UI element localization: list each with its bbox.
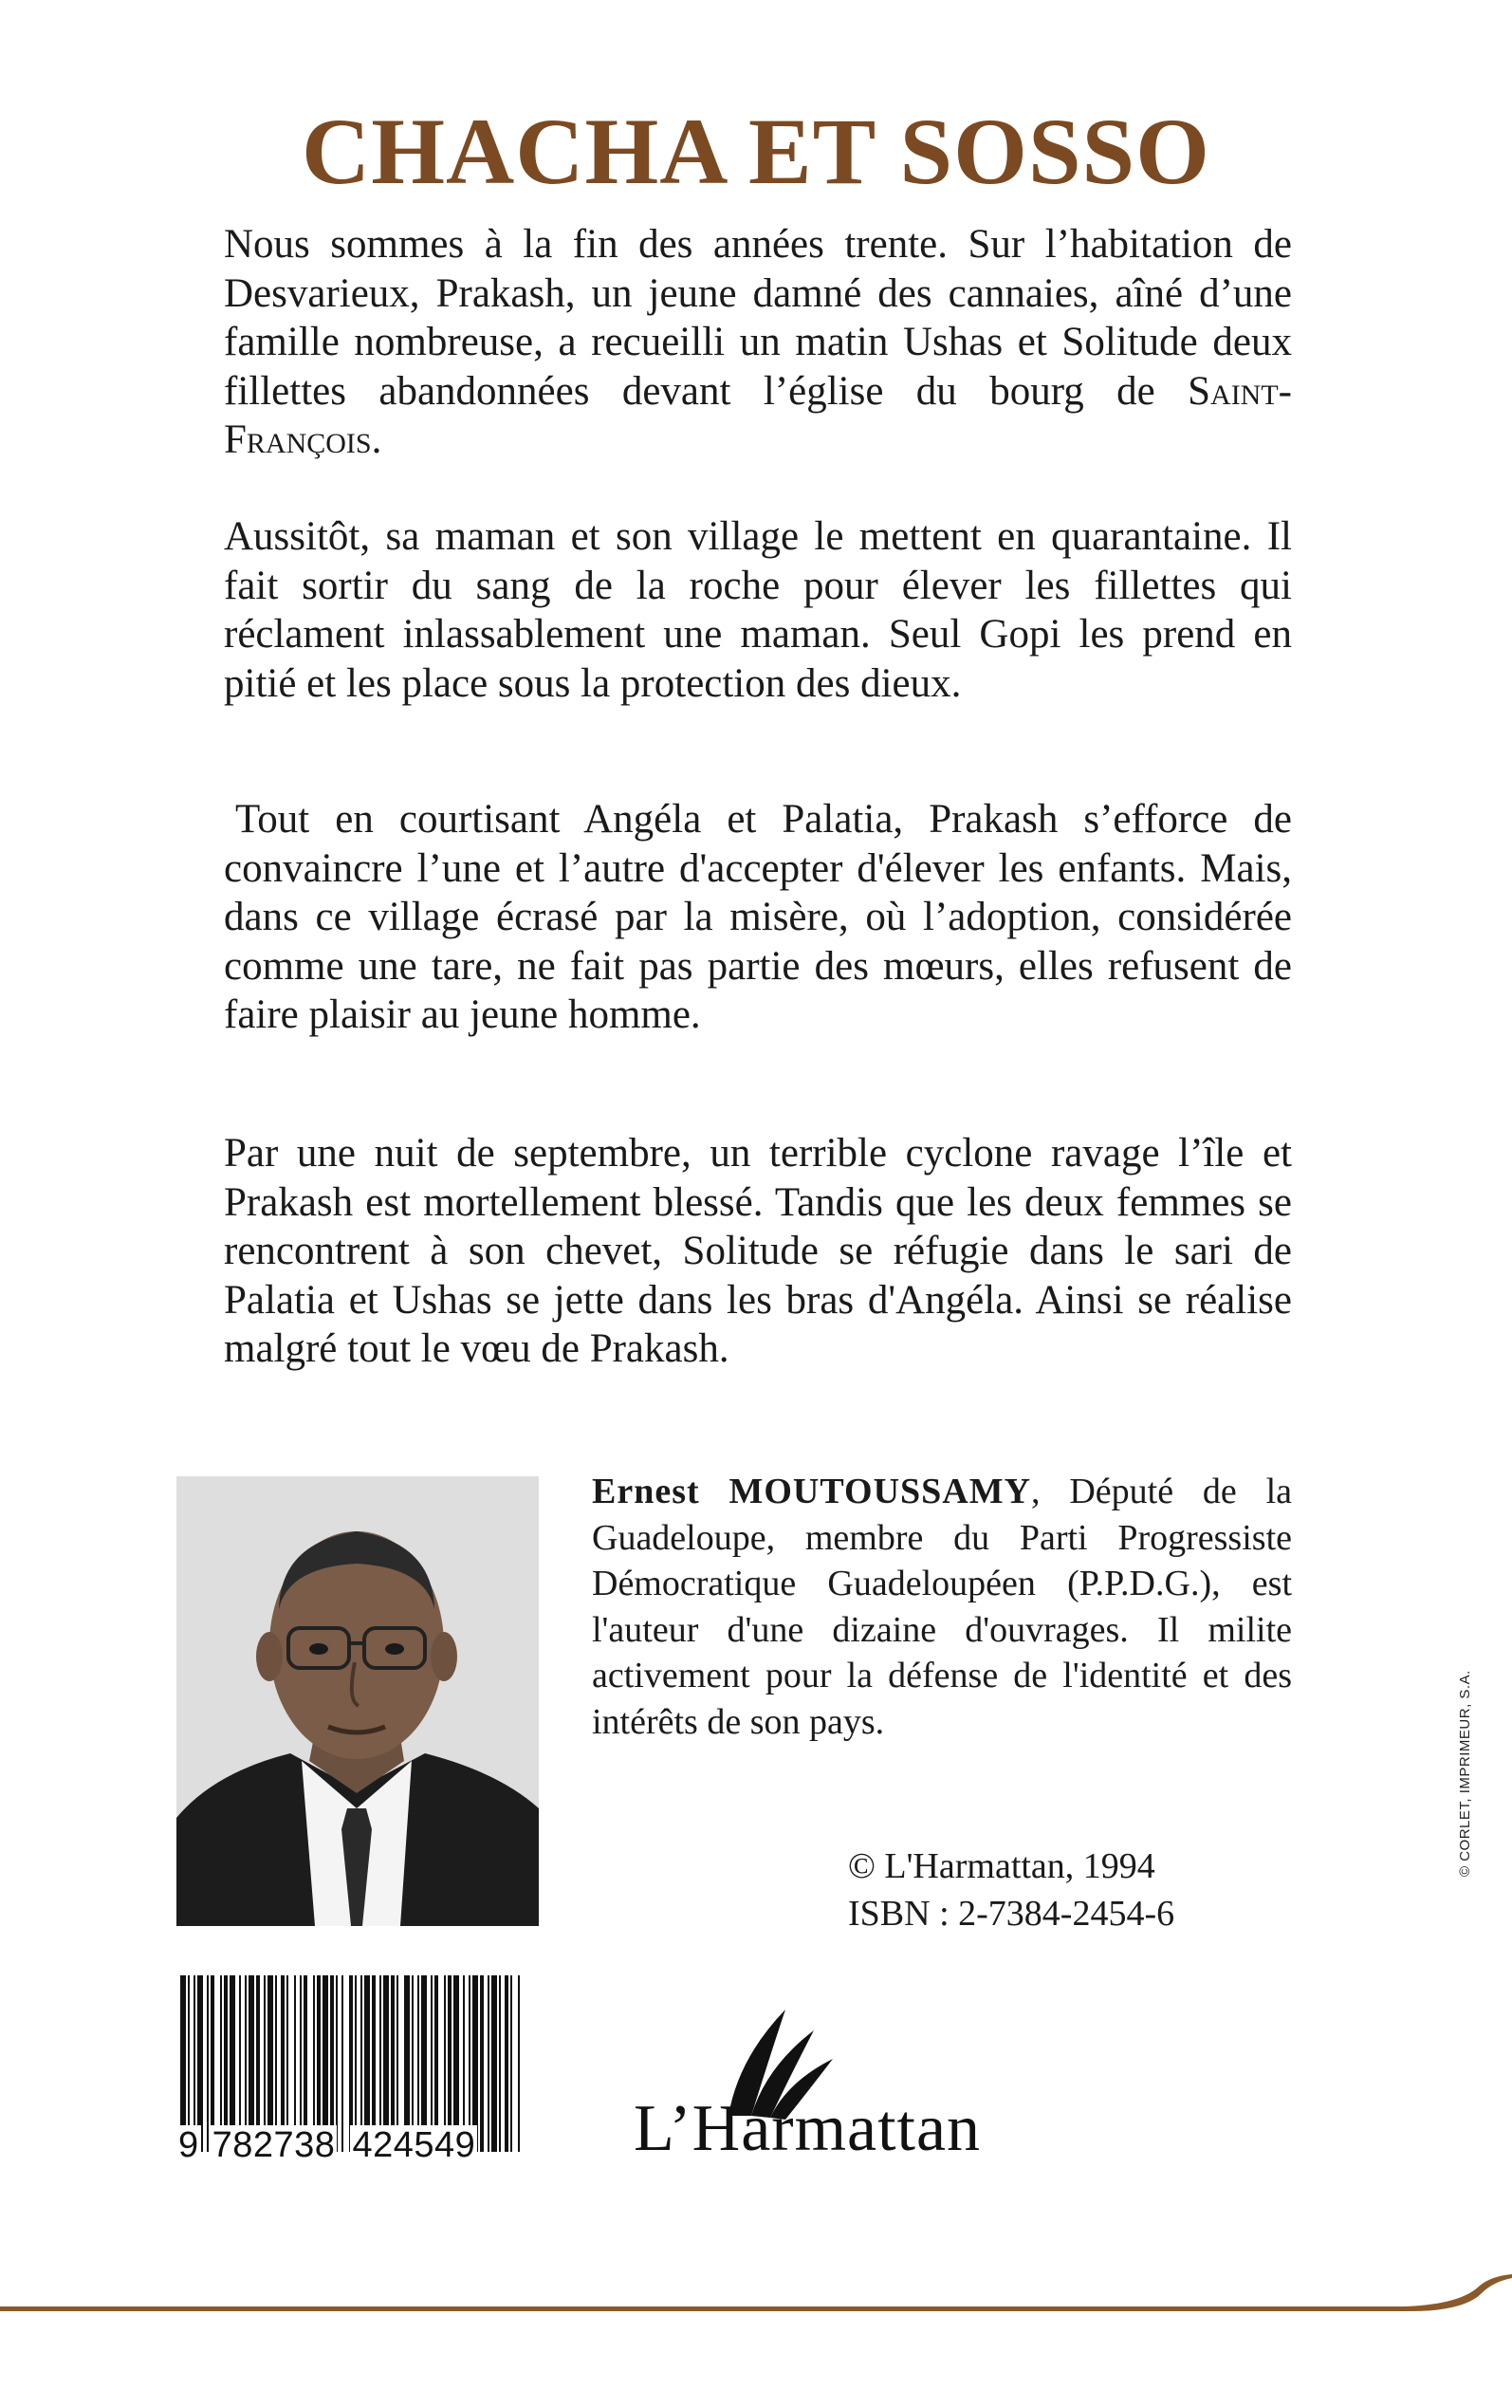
publisher-name: L’Harmattan <box>634 2092 982 2165</box>
author-bio <box>592 1469 1292 1745</box>
barcode-right-digits: 424549 <box>352 2125 476 2165</box>
blurb-paragraph-1-end: . <box>371 417 382 462</box>
barcode-lead-digit: 9 <box>178 2125 199 2165</box>
blurb-paragraph-1 <box>224 220 1292 465</box>
blurb-paragraph-4: Par une nuit de septembre, un terrible cyclone ravage l’île et Prakash est mortellement blessé. Tandis que les deux femmes se rencontrent à son chevet, Solitude se réfugie dans le sari de Palatia et Ushas se jette dans les bras d'Angéla. Ainsi se réalise malgré tout le vœu de Prakash. <box>224 1131 1292 1371</box>
place-name: Saint-François <box>224 368 1292 462</box>
author-bio-text: , Député de la Guadeloupe, membre du Parti Progressiste Démocratique Guadeloupéen (P.P.D.G.), est l'auteur d'une dizaine d'ouvrages. Il milite activement pour la défense de l'identité et des intérêts de son pays. <box>592 1472 1293 1742</box>
barcode-digits <box>176 2125 526 2166</box>
isbn-barcode <box>176 1975 526 2175</box>
author-last-name: MOUTOUSSAMY <box>728 1472 1032 1511</box>
publication-info <box>848 1843 1174 1937</box>
book-title: CHACHA ET SOSSO <box>302 99 1210 204</box>
author-photo <box>176 1476 539 1926</box>
blurb-paragraph-1-text: Nous sommes à la fin des années trente. Sur l’habitation de Desvarieux, Prakash, un jeune damné des cannaies, aîné d’une famille nombreuse, a recueilli un matin Ushas et Solitude deux fillettes abandonnées devant l’église du bourg de <box>224 222 1292 414</box>
blurb-paragraph-3: Tout en courtisant Angéla et Palatia, Prakash s’efforce de convaincre l’une et l’autre d'accepter d'élever les enfants. Mais, dans ce village écrasé par la misère, où l’adoption, considérée comme une tare, ne fait pas partie des mœurs, elles refusent de faire plaisir au jeune homme. <box>224 797 1292 1037</box>
barcode-left-digits: 782738 <box>212 2125 336 2165</box>
isbn-line: ISBN : 2-7384-2454-6 <box>848 1894 1175 1934</box>
author-portrait-illustration <box>176 1476 539 1926</box>
author-first-name: Ernest <box>592 1472 700 1511</box>
publisher-logo <box>634 2023 1032 2175</box>
printer-credit: © CORLET, IMPRIMEUR, S.A. <box>1457 1670 1473 1877</box>
copyright-line: © L'Harmattan, 1994 <box>848 1846 1155 1886</box>
bottom-decorative-rule <box>0 2272 1512 2329</box>
blurb-paragraph-2: Aussitôt, sa maman et son village le mettent en quarantaine. Il fait sortir du sang de la roche pour élever les fillettes qui réclament inlassablement une maman. Seul Gopi les prend en pitié et les place sous la protection des dieux. <box>224 514 1292 706</box>
